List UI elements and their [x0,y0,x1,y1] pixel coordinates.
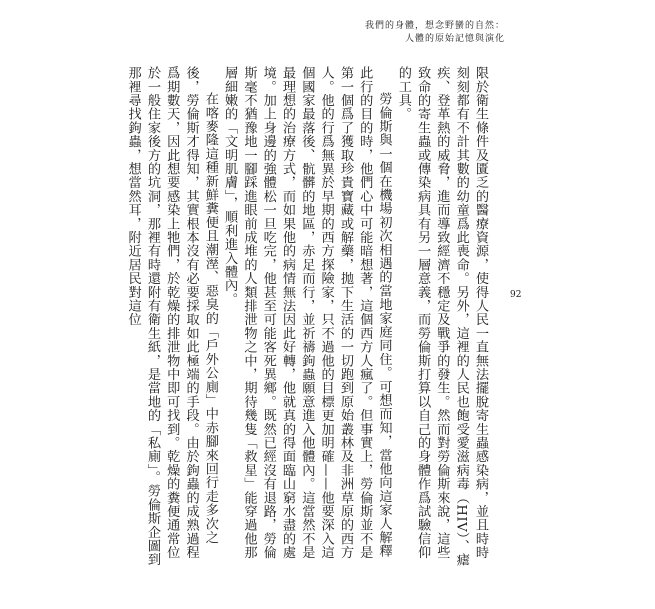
page-number: 92 [510,290,522,300]
paragraph: 勞倫斯與一個在機場初次相遇的當地家庭同住。可想而知，當他向這家人解釋此行的目的時，他們心中可能暗想著，這個西方人瘋了。但事實上，勞倫斯並不是第一個爲了獲取珍貴寶藏或解藥，拋下生活的一切跑到原始叢林及非洲草原的西方人。他的行爲無異於早期的西方探險家，只不過他的目標更加明確——他要深入這個國家最落後、骯髒的地區，赤足而行，並祈禱鉤蟲願意進入他體內。這當然不是最理想的治療方式，而如果他的病情無法因此好轉，他就真的得面臨山窮水盡的處境。加上身邊的強體松一旦吃完，他甚至可能客死異鄉。既然已經沒有退路，勞倫斯毫不猶豫地一腳踩進眼前成堆的人類排泄物之中，期待幾隻「救星」能穿過他那層細嫩的「文明肌膚」，順利進入體內。 [222,66,392,560]
body-text [125,66,490,571]
running-header [365,20,505,46]
paragraph: 限於衛生條件及匱乏的醫療資源，使得人民一直無法擺脫寄生蟲感染病，並且時時刻刻都有不計其數的幼童爲此喪命。另外，這裡的人民也飽受愛滋病毒（HIV）、瘧疾、登革熱的威脅，進而導致經濟不穩定及戰爭的發生。然而對勞倫斯來說，這些致命的寄生蟲或傳染病具有另一層意義，而勞倫斯打算以自己的身體作爲試驗信仰的工具。 [395,66,488,567]
paragraph: 在喀麥隆這種新鮮糞便且潮溼、惡臭的「戶外公廁」中赤腳來回行走多次之後，勞倫斯才得知，其實根本沒有必要採取如此極端的手段。由於鉤蟲的成熟過程爲期數天，因此想要感染上牠們，於乾燥的排泄物中即可找到。乾燥的糞便通常位於一般住家後方的坑洞，那裡有時還附有衛生紙，是當地的「私廁」。勞倫斯企圖到那裡尋找鉤蟲，想當然耳，附近居民對這位 [125,66,218,567]
header-title: 我們的身體，想念野蠻的自然： [364,21,505,31]
header-subtitle: 人體的原始記憶與演化 [404,34,505,44]
